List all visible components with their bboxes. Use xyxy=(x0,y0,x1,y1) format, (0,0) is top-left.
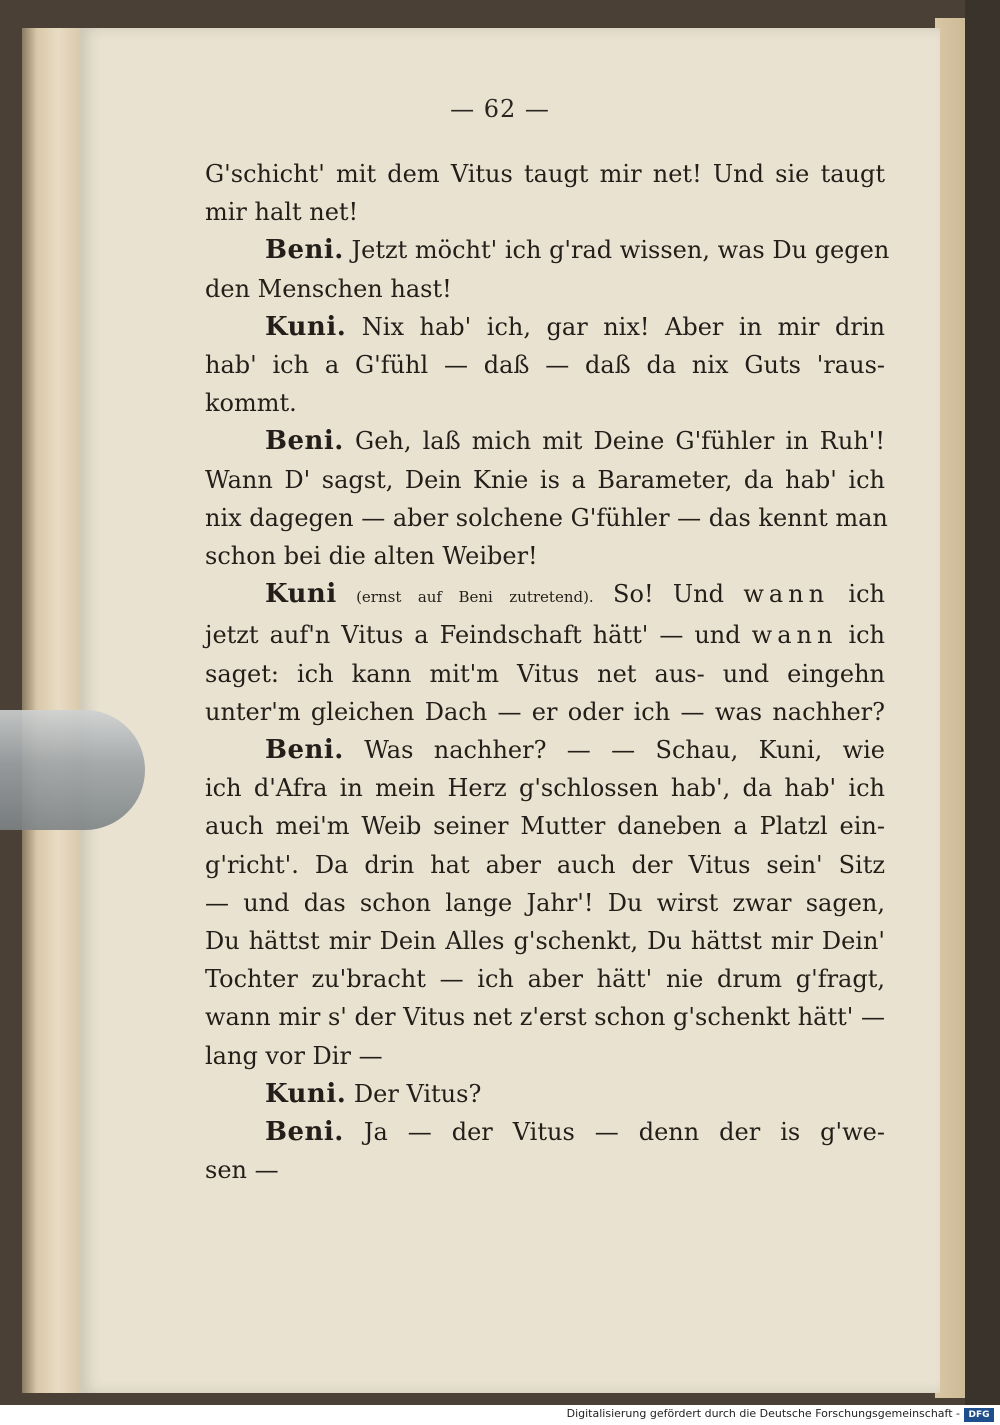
text-line xyxy=(205,346,885,384)
text-line xyxy=(205,922,885,960)
line-text: Jetzt möcht' ich g'rad wissen, was Du gegen xyxy=(351,236,890,265)
emphasized-word: wann xyxy=(743,580,830,609)
text-line xyxy=(205,270,885,308)
line-text: auch mei'm Weib seiner Mutter daneben a Platzl ein- xyxy=(205,812,885,841)
text-line xyxy=(205,1151,885,1189)
line-text: saget: ich kann mit'm Vitus net aus- und eingehn xyxy=(205,659,885,688)
text-line xyxy=(205,155,885,193)
speaker-name: Beni. xyxy=(265,735,344,766)
line-text: Wann D' sagst, Dein Knie is a Barameter, da hab' ich xyxy=(205,465,885,494)
speaker-name: Kuni. xyxy=(265,1078,347,1109)
text-line xyxy=(205,422,885,460)
text-line xyxy=(205,308,885,346)
line-text: g'richt'. Da drin hat aber auch der Vitus sein' Sitz xyxy=(205,850,885,879)
line-text: den Menschen hast! xyxy=(205,274,452,303)
page-clip xyxy=(0,710,145,830)
text-line xyxy=(205,575,885,616)
line-text: Du hättst mir Dein Alles g'schenkt, Du hättst mir Dein' xyxy=(205,927,885,956)
text-line xyxy=(205,1075,885,1113)
line-text: Geh, laß mich mit Deine G'fühler in Ruh'! xyxy=(355,427,885,456)
footer-credit: Digitalisierung gefördert durch die Deutsche Forschungsgemeinschaft - xyxy=(566,1407,960,1420)
speaker-name: Kuni xyxy=(265,579,337,610)
text-line xyxy=(205,846,885,884)
page-text xyxy=(205,155,890,1189)
line-text: wann mir s' der Vitus net z'erst schon g'schenkt hätt' — xyxy=(205,1003,885,1032)
text-line xyxy=(205,616,885,654)
text-line xyxy=(205,731,885,769)
line-text: — und das schon lange Jahr'! Du wirst zwar sagen, xyxy=(205,888,885,917)
line-text: hab' ich a G'fühl — daß — daß da nix Guts 'raus- xyxy=(205,351,885,380)
text-line xyxy=(205,499,888,537)
line-text: G'schicht' mit dem Vitus taugt mir net! Und sie taugt xyxy=(205,160,885,188)
emphasized-word: wann xyxy=(751,621,838,650)
speaker-name: Beni. xyxy=(265,235,344,266)
line-text: So! Und xyxy=(613,580,724,609)
line-text: Was nachher? — — Schau, Kuni, wie xyxy=(364,736,885,765)
text-line xyxy=(205,461,885,499)
line-text: Nix hab' ich, gar nix! Aber in mir drin xyxy=(361,312,885,341)
line-text: Ja — der Vitus — denn der is g'we- xyxy=(363,1118,885,1147)
line-text: Der Vitus? xyxy=(353,1079,482,1108)
text-line xyxy=(205,537,885,575)
text-line xyxy=(205,1113,885,1151)
text-line xyxy=(205,998,885,1036)
line-text-end: ich xyxy=(848,580,885,609)
speaker-name: Beni. xyxy=(265,1117,344,1148)
text-line xyxy=(205,807,885,845)
text-line xyxy=(205,769,885,807)
scan-dark-margin xyxy=(965,0,1000,1405)
text-line xyxy=(205,1037,885,1075)
line-text: sen — xyxy=(205,1156,279,1185)
footer-bar xyxy=(0,1405,1000,1425)
line-text: kommt. xyxy=(205,389,297,418)
line-text: Tochter zu'bracht — ich aber hätt' nie drum g'fragt, xyxy=(205,965,885,994)
text-line xyxy=(205,693,885,731)
speaker-name: Beni. xyxy=(265,426,344,457)
line-text: unter'm gleichen Dach — er oder ich — was nachher? xyxy=(205,697,885,726)
line-text: lang vor Dir — xyxy=(205,1041,383,1070)
page-number: — 62 — xyxy=(450,95,550,123)
line-text: schon bei die alten Weiber! xyxy=(205,542,538,571)
line-text: jetzt auf'n Vitus a Feindschaft hätt' — und xyxy=(205,621,741,650)
line-text: ich d'Afra in mein Herz g'schlossen hab', da hab' ich xyxy=(205,774,885,803)
dfg-logo: DFG xyxy=(964,1408,994,1422)
stage-direction: (ernst auf Beni zutretend). xyxy=(356,588,594,607)
line-text: nix dagegen — aber solchene G'fühler — das kennt man xyxy=(205,503,888,532)
line-text: mir halt net! xyxy=(205,198,359,227)
text-line xyxy=(205,384,885,422)
text-line xyxy=(205,884,885,922)
text-line xyxy=(205,231,890,269)
text-line xyxy=(205,193,885,231)
text-line xyxy=(205,960,885,998)
speaker-name: Kuni. xyxy=(265,311,347,342)
text-line xyxy=(205,655,885,693)
line-text-end: ich xyxy=(848,621,886,650)
